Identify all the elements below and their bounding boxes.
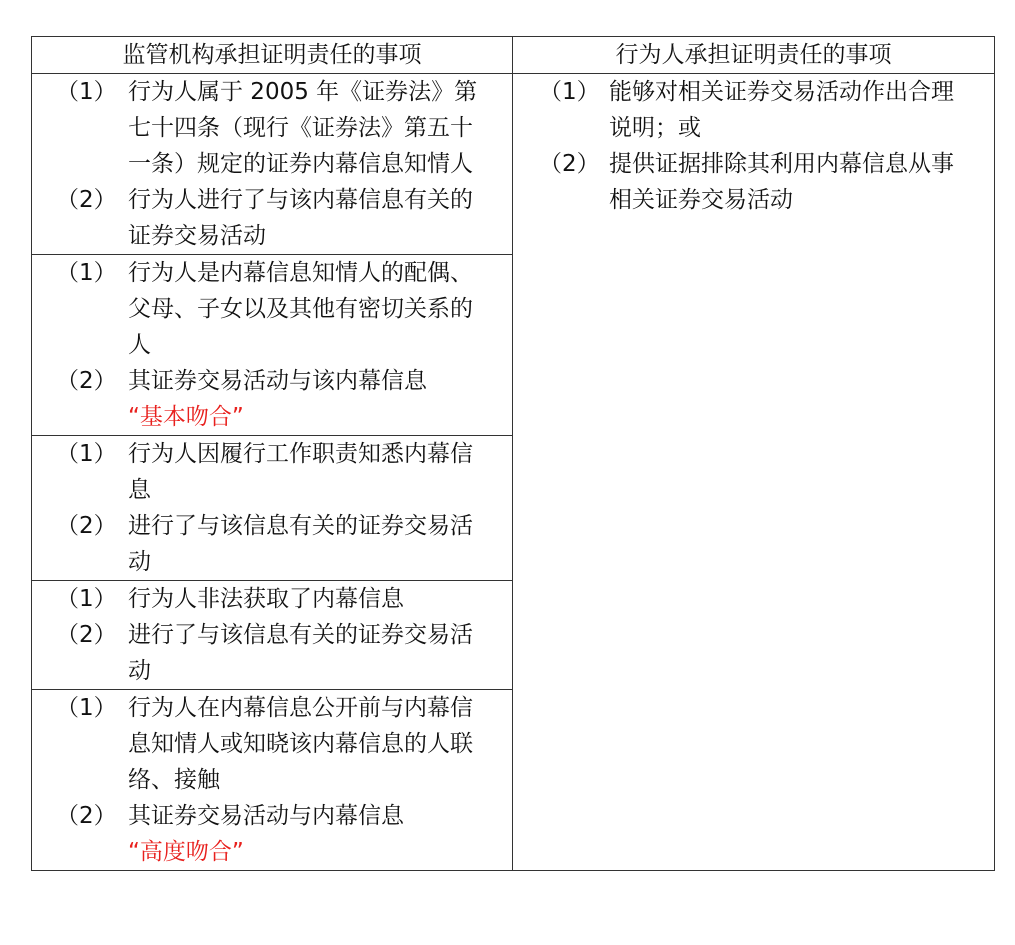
list-item (32, 255, 512, 363)
list-item (32, 617, 512, 689)
list-item (32, 436, 512, 508)
list-item (32, 798, 512, 870)
list-item (513, 74, 994, 146)
item-text: 提供证据排除其利用内幕信息从事相关证券交易活动 (609, 151, 954, 213)
burden-of-proof-table (31, 36, 995, 871)
regulator-group-2 (32, 255, 513, 436)
regulator-group-3 (32, 436, 513, 581)
item-number: （2） (56, 803, 117, 829)
item-text: 进行了与该信息有关的证券交易活动 (128, 513, 473, 575)
list-item (32, 74, 512, 182)
item-number: （1） (56, 441, 117, 467)
header-actor: 行为人承担证明责任的事项 (513, 37, 995, 74)
table-row (32, 74, 995, 255)
item-text: 行为人是内幕信息知情人的配偶、父母、子女以及其他有密切关系的人 (128, 260, 473, 358)
item-number: （1） (56, 260, 117, 286)
list-item (32, 581, 512, 617)
item-text: 行为人进行了与该内幕信息有关的证券交易活动 (128, 187, 473, 249)
list-item (513, 146, 994, 218)
list-item (32, 182, 512, 254)
item-number: （2） (56, 187, 117, 213)
actor-cell (513, 74, 995, 871)
list-item (32, 508, 512, 580)
header-row (32, 37, 995, 74)
header-regulator: 监管机构承担证明责任的事项 (32, 37, 513, 74)
regulator-group-5 (32, 690, 513, 871)
item-emphasis: “高度吻合” (128, 839, 244, 865)
item-number: （2） (56, 622, 117, 648)
item-number: （1） (539, 79, 600, 105)
item-text: 行为人非法获取了内幕信息 (128, 586, 404, 612)
item-number: （2） (56, 368, 117, 394)
regulator-group-4 (32, 581, 513, 690)
item-number: （1） (56, 586, 117, 612)
item-text: 其证券交易活动与该内幕信息 (128, 368, 427, 394)
item-number: （2） (56, 513, 117, 539)
list-item (32, 690, 512, 798)
item-number: （1） (56, 79, 117, 105)
item-text: 进行了与该信息有关的证券交易活动 (128, 622, 473, 684)
item-text: 其证券交易活动与内幕信息 (128, 803, 404, 829)
item-number: （2） (539, 151, 600, 177)
item-number: （1） (56, 695, 117, 721)
regulator-group-1 (32, 74, 513, 255)
list-item (32, 363, 512, 435)
item-text: 行为人在内幕信息公开前与内幕信息知情人或知晓该内幕信息的人联络、接触 (128, 695, 473, 793)
item-emphasis: “基本吻合” (128, 404, 244, 430)
item-text: 能够对相关证券交易活动作出合理说明；或 (609, 79, 954, 141)
item-text: 行为人属于 2005 年《证券法》第七十四条（现行《证券法》第五十一条）规定的证券内幕信息知情人 (128, 79, 478, 177)
item-text: 行为人因履行工作职责知悉内幕信息 (128, 441, 473, 503)
